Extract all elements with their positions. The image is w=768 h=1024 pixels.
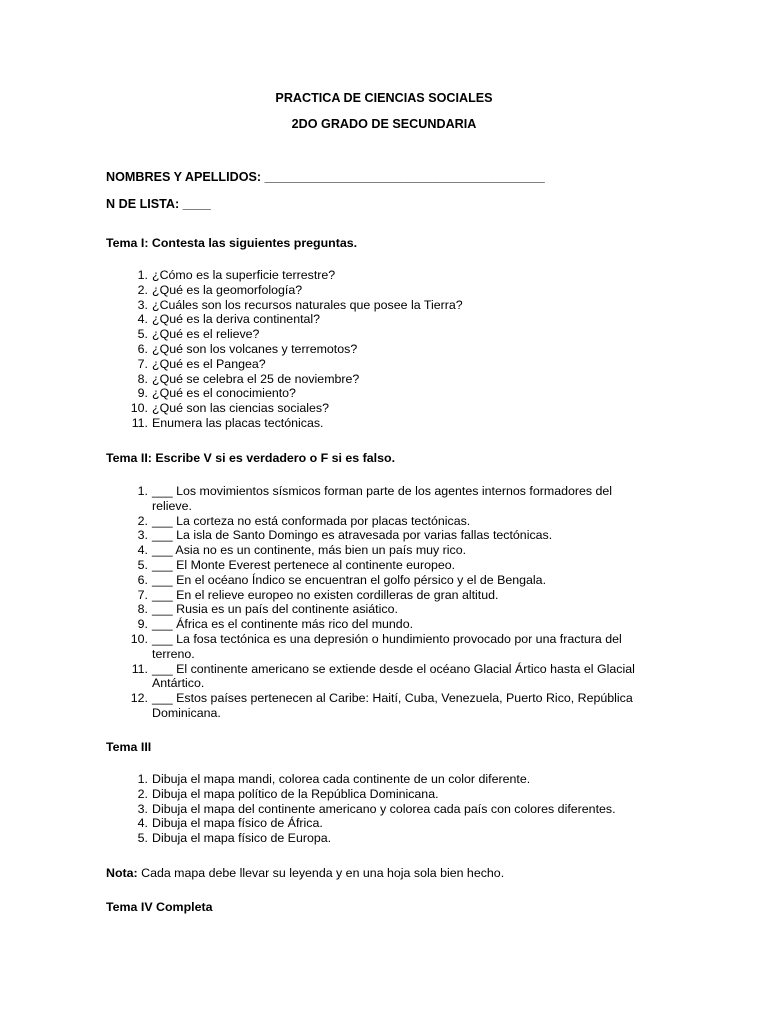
list-item xyxy=(0,268,642,283)
list-item-number: 9. xyxy=(137,386,148,401)
list-item-number: 6. xyxy=(137,572,148,587)
list-item-text: ___ En el océano Índico se encuentran el golfo pérsico y el de Bengala. xyxy=(152,572,547,587)
list-item-text: ¿Qué es el conocimiento? xyxy=(152,386,296,401)
list-item xyxy=(0,573,642,588)
list-item xyxy=(0,528,642,543)
list-item-text: ¿Qué es la geomorfología? xyxy=(152,282,303,297)
list-number-field: N DE LISTA: ____ xyxy=(106,197,211,211)
list-item-text: ___ El Monte Everest pertenece al continente europeo. xyxy=(152,557,456,572)
tema1-heading: Tema I: Contesta las siguientes preguntas. xyxy=(106,236,358,250)
list-item xyxy=(0,691,642,721)
list-item xyxy=(0,357,642,372)
list-item xyxy=(0,327,642,342)
list-item xyxy=(0,484,642,514)
list-item-text: ___ Asia no es un continente, más bien un país muy rico. xyxy=(152,543,467,558)
tema4-heading: Tema IV Completa xyxy=(106,900,213,914)
list-item-text: Dibuja el mapa físico de Europa. xyxy=(152,831,332,846)
list-item xyxy=(0,298,642,313)
list-item-text: ¿Cómo es la superficie terrestre? xyxy=(152,268,336,282)
list-item-number: 11. xyxy=(131,661,148,676)
list-item-text: ___ La corteza no está conformada por placas tectónicas. xyxy=(152,513,471,528)
list-item-text: ___ África es el continente más rico del mundo. xyxy=(152,617,414,632)
list-item xyxy=(0,312,642,327)
list-item-text: ___ En el relieve europeo no existen cordilleras de gran altitud. xyxy=(152,587,499,602)
list-item-text: ¿Cuáles son los recursos naturales que posee la Tierra? xyxy=(152,297,463,312)
note-text: Cada mapa debe llevar su leyenda y en una hoja sola bien hecho. xyxy=(137,866,505,880)
list-item xyxy=(0,588,642,603)
tema2-statement-list xyxy=(0,484,642,721)
list-item-text: Dibuja el mapa físico de África. xyxy=(152,816,323,831)
list-item xyxy=(0,602,642,617)
list-item-number: 2. xyxy=(137,282,148,297)
list-item xyxy=(0,816,642,831)
list-item xyxy=(0,514,642,529)
list-item-number: 7. xyxy=(137,356,148,371)
list-item-number: 4. xyxy=(137,816,148,831)
list-item-number: 2. xyxy=(137,513,148,528)
list-item xyxy=(0,558,642,573)
list-item xyxy=(0,416,642,431)
list-item-number: 3. xyxy=(137,801,148,816)
list-item-number: 5. xyxy=(137,831,148,846)
list-item-number: 6. xyxy=(137,341,148,356)
list-item-number: 7. xyxy=(137,587,148,602)
list-item-text: Dibuja el mapa político de la República Dominicana. xyxy=(152,786,439,801)
list-item xyxy=(0,342,642,357)
list-item-text: ¿Qué es el relieve? xyxy=(152,327,260,342)
list-item-number: 5. xyxy=(137,557,148,572)
list-item xyxy=(0,386,642,401)
list-item-number: 1. xyxy=(137,268,148,282)
tema3-heading: Tema III xyxy=(106,740,152,754)
note-paragraph xyxy=(106,866,504,880)
list-item-number: 11. xyxy=(131,415,148,430)
page-title: PRACTICA DE CIENCIAS SOCIALES xyxy=(275,91,493,105)
list-item-number: 1. xyxy=(137,772,148,786)
list-item xyxy=(0,787,642,802)
list-item xyxy=(0,543,642,558)
names-field: NOMBRES Y APELLIDOS: ________________________________________ xyxy=(106,170,545,184)
list-item-text: ¿Qué es el Pangea? xyxy=(152,356,266,371)
list-item-text: ¿Qué es la deriva continental? xyxy=(152,312,321,327)
list-item-number: 3. xyxy=(137,297,148,312)
list-item-number: 8. xyxy=(137,602,148,617)
list-item-text: ___ Rusia es un país del continente asiático. xyxy=(152,602,398,617)
list-item xyxy=(0,772,642,787)
list-item xyxy=(0,802,642,817)
list-item-number: 12. xyxy=(130,691,148,706)
list-item-text: ¿Qué son las ciencias sociales? xyxy=(152,401,329,416)
list-item-number: 5. xyxy=(137,327,148,342)
list-item-text: ___ La fosa tectónica es una depresión o hundimiento provocado por una fractura del terreno. xyxy=(152,631,622,661)
list-item-number: 10. xyxy=(130,401,148,416)
list-item-number: 10. xyxy=(130,631,148,646)
note-label: Nota: xyxy=(106,866,138,880)
list-item xyxy=(0,617,642,632)
list-item xyxy=(0,632,642,662)
tema3-task-list xyxy=(0,772,642,846)
list-item xyxy=(0,283,642,298)
list-item-text: ¿Qué se celebra el 25 de noviembre? xyxy=(152,371,360,386)
list-item xyxy=(0,372,642,387)
list-item-number: 4. xyxy=(137,312,148,327)
list-item-text: Enumera las placas tectónicas. xyxy=(152,415,324,430)
list-item-number: 3. xyxy=(137,528,148,543)
list-item-number: 1. xyxy=(137,484,148,498)
list-item-text: ¿Qué son los volcanes y terremotos? xyxy=(152,341,358,356)
list-item-text: ___ Estos países pertenecen al Caribe: Haití, Cuba, Venezuela, Puerto Rico, República Dominicana. xyxy=(152,691,633,720)
list-item-text: ___ Los movimientos sísmicos forman parte de los agentes internos formadores del relieve. xyxy=(152,484,613,513)
list-item-text: ___ La isla de Santo Domingo es atravesada por varias fallas tectónicas. xyxy=(152,528,553,543)
tema2-heading: Tema II: Escribe V si es verdadero o F si es falso. xyxy=(106,451,396,465)
page-subtitle: 2DO GRADO DE SECUNDARIA xyxy=(291,117,477,131)
list-item xyxy=(0,401,642,416)
list-item-number: 4. xyxy=(137,543,148,558)
list-item-number: 8. xyxy=(137,371,148,386)
list-item-text: Dibuja el mapa mandi, colorea cada continente de un color diferente. xyxy=(152,772,531,786)
list-item xyxy=(0,662,642,692)
list-item-text: Dibuja el mapa del continente americano y colorea cada país con colores diferentes. xyxy=(152,801,616,816)
list-item xyxy=(0,831,642,846)
tema1-question-list xyxy=(0,268,642,431)
list-item-text: ___ El continente americano se extiende desde el océano Glacial Ártico hasta el Glacial Antártico. xyxy=(152,661,635,691)
list-item-number: 9. xyxy=(137,617,148,632)
list-item-number: 2. xyxy=(137,786,148,801)
